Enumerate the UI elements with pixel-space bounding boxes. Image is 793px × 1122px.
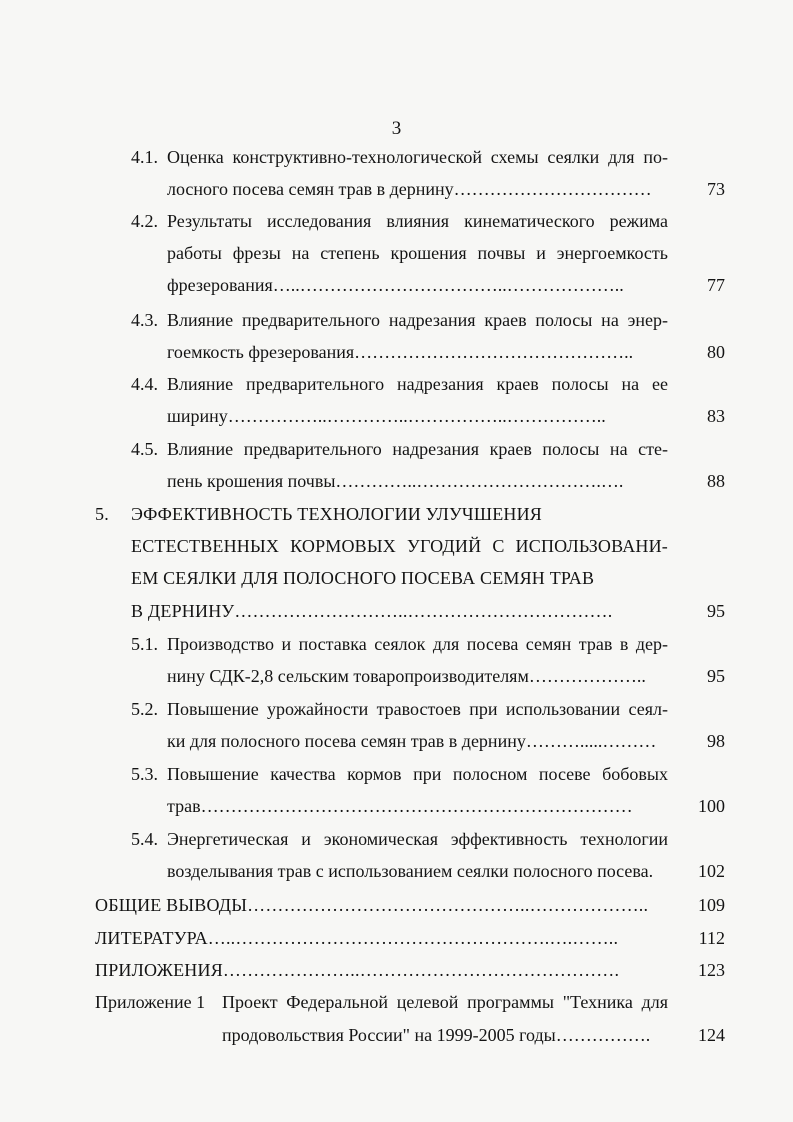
entry-text: ки для полосного посева семян трав в дернину……….....……… bbox=[167, 731, 657, 751]
entry-page: 109 bbox=[698, 895, 725, 915]
entry-number: 5.2. bbox=[131, 699, 158, 719]
entry-text: ПРИЛОЖЕНИЯ…………………..……………………………………. bbox=[95, 960, 620, 980]
entry-page: 77 bbox=[707, 275, 725, 295]
entry-page: 88 bbox=[707, 471, 725, 491]
entry-page: 80 bbox=[707, 342, 725, 362]
entry-text: ЛИТЕРАТУРА…..…………………………………………….….…….. bbox=[95, 928, 619, 948]
entry-text: возделывания трав с использованием сеялки полосного посева. bbox=[167, 861, 654, 881]
entry-page: 123 bbox=[698, 960, 725, 980]
entry-page: 83 bbox=[707, 406, 725, 426]
entry-text: Повышение урожайности травостоев при использовании сеял- bbox=[167, 699, 668, 719]
entry-number: 4.5. bbox=[131, 439, 158, 459]
entry-number: 4.4. bbox=[131, 374, 158, 394]
entry-text: Влияние предварительного надрезания краев полосы на энер- bbox=[167, 310, 668, 330]
entry-number: Приложение 1 bbox=[95, 992, 206, 1012]
entry-page: 102 bbox=[698, 861, 725, 881]
entry-text: Энергетическая и экономическая эффективность технологии bbox=[167, 829, 668, 849]
entry-text: нину СДК-2,8 сельским товаропроизводителям……………….. bbox=[167, 666, 646, 686]
entry-page: 100 bbox=[698, 796, 725, 816]
entry-text: Влияние предварительного надрезания краев полосы на сте- bbox=[167, 439, 668, 459]
entry-text: ОБЩИЕ ВЫВОДЫ………………………………………..……………….. bbox=[95, 895, 649, 915]
entry-text: работы фрезы на степень крошения почвы и энергоемкость bbox=[167, 243, 668, 263]
entry-page: 95 bbox=[707, 666, 725, 686]
entry-text: В ДЕРНИНУ………………………..……………………………. bbox=[131, 601, 613, 621]
entry-text: продовольствия России" на 1999-2005 годы……………. bbox=[222, 1025, 651, 1045]
entry-text: Производство и поставка сеялок для посева семян трав в дер- bbox=[167, 634, 668, 654]
entry-page: 112 bbox=[698, 928, 725, 948]
entry-number: 4.2. bbox=[131, 211, 158, 231]
entry-text: трав……………………………………………………………… bbox=[167, 796, 633, 816]
entry-text: Результаты исследования влияния кинематического режима bbox=[167, 211, 668, 231]
entry-page: 73 bbox=[707, 179, 725, 199]
entry-text: пень крошения почвы…………..………………………….…. bbox=[167, 471, 624, 491]
entry-page: 98 bbox=[707, 731, 725, 751]
entry-text: ЕМ СЕЯЛКИ ДЛЯ ПОЛОСНОГО ПОСЕВА СЕМЯН ТРАВ bbox=[131, 568, 595, 588]
entry-number: 5.3. bbox=[131, 764, 158, 784]
entry-number: 5.1. bbox=[131, 634, 158, 654]
entry-text: ЕСТЕСТВЕННЫХ КОРМОВЫХ УГОДИЙ С ИСПОЛЬЗОВАНИ- bbox=[131, 536, 668, 556]
entry-page: 124 bbox=[698, 1025, 725, 1045]
entry-text: гоемкость фрезерования……………………………………….. bbox=[167, 342, 634, 362]
entry-text: Оценка конструктивно-технологической схемы сеялки для по- bbox=[167, 147, 668, 167]
entry-text: ширину……………..…………..……………..…………….. bbox=[167, 406, 606, 426]
entry-text: Повышение качества кормов при полосном посеве бобовых bbox=[167, 764, 668, 784]
entry-text: Проект Федеральной целевой программы "Техника для bbox=[222, 992, 668, 1012]
entry-number: 5. bbox=[95, 504, 109, 524]
entry-number: 4.1. bbox=[131, 147, 158, 167]
entry-number: 5.4. bbox=[131, 829, 158, 849]
entry-text: лосного посева семян трав в дернину…………………………… bbox=[167, 179, 652, 199]
entry-page: 95 bbox=[707, 601, 725, 621]
entry-text: фрезерования…..……………………………..……………….. bbox=[167, 275, 624, 295]
entry-number: 4.3. bbox=[131, 310, 158, 330]
entry-text: ЭФФЕКТИВНОСТЬ ТЕХНОЛОГИИ УЛУЧШЕНИЯ bbox=[131, 504, 542, 524]
page-number: 3 bbox=[391, 118, 402, 139]
entry-text: Влияние предварительного надрезания краев полосы на ее bbox=[167, 374, 668, 394]
